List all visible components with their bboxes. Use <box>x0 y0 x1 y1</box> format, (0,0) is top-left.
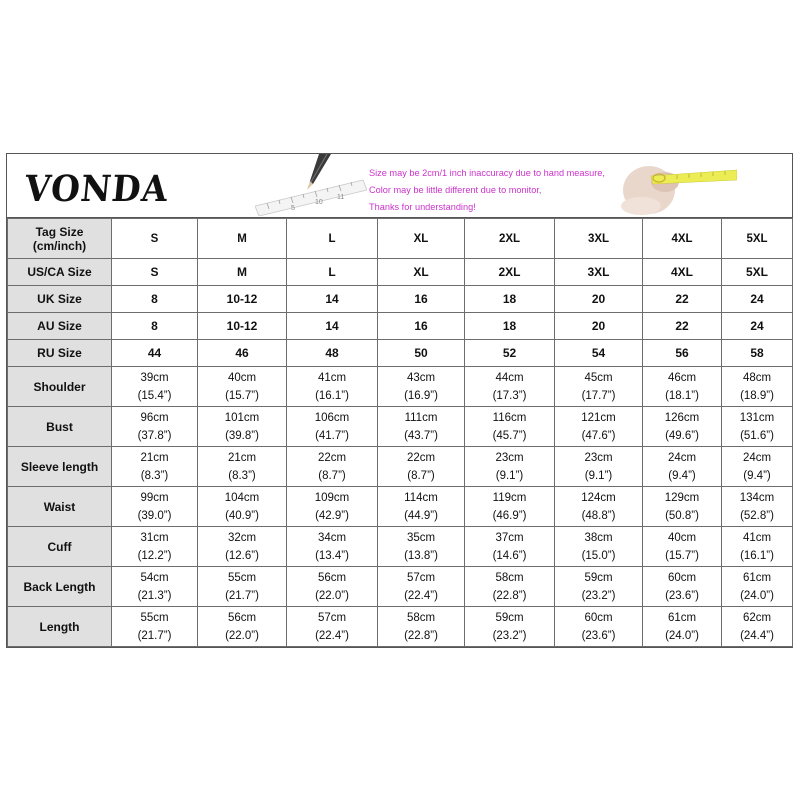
size-cell: 48 <box>287 340 378 367</box>
inch-value: (14.6”) <box>492 549 527 562</box>
size-cell: 54 <box>555 340 643 367</box>
inch-value: (39.0”) <box>137 509 172 522</box>
measurement-cell <box>555 407 643 447</box>
measurement-cell <box>198 407 287 447</box>
cm-value: 126cm <box>664 411 700 424</box>
size-header-cell: 3XL <box>555 219 643 259</box>
measurement-cell <box>555 567 643 607</box>
measurement-cell <box>378 367 465 407</box>
size-header-cell: L <box>287 219 378 259</box>
note-line: Size may be 2cm/1 inch inaccuracy due to hand measure, <box>369 168 605 178</box>
measurement-cell <box>643 487 722 527</box>
inch-value: (42.9”) <box>315 509 349 522</box>
measurement-cell <box>112 487 198 527</box>
inch-value: (16.1”) <box>315 389 349 402</box>
inch-value: (40.9”) <box>225 509 259 522</box>
size-cell: 46 <box>198 340 287 367</box>
size-header-cell: XL <box>378 219 465 259</box>
cm-value: 55cm <box>227 571 257 584</box>
inch-value: (17.3”) <box>492 389 527 402</box>
measurement-cell <box>722 407 793 447</box>
inch-value: (15.7”) <box>225 389 259 402</box>
measurement-cell <box>198 487 287 527</box>
inch-value: (9.1”) <box>495 469 524 482</box>
measurement-cell <box>287 527 378 567</box>
inch-value: (23.6”) <box>581 629 616 642</box>
inch-value: (16.1”) <box>740 549 774 562</box>
measurement-cell <box>287 567 378 607</box>
inch-value: (13.4”) <box>315 549 349 562</box>
measurement-cell <box>465 447 555 487</box>
size-header-cell: 4XL <box>643 219 722 259</box>
measurement-cell <box>555 487 643 527</box>
measurement-cell <box>643 367 722 407</box>
row-label: Cuff <box>8 527 112 567</box>
cm-value: 134cm <box>739 491 775 504</box>
measurement-cell <box>643 607 722 647</box>
measurement-cell <box>555 447 643 487</box>
measurement-cell <box>198 527 287 567</box>
row-label: Sleeve length <box>8 447 112 487</box>
cm-value: 41cm <box>317 371 347 384</box>
size-row <box>8 340 793 367</box>
measurement-cell <box>112 447 198 487</box>
cm-value: 96cm <box>140 411 169 424</box>
cm-value: 57cm <box>406 571 436 584</box>
measurement-row <box>8 487 793 527</box>
measurement-cell <box>198 367 287 407</box>
size-cell: 10-12 <box>198 286 287 313</box>
measurement-cell <box>198 567 287 607</box>
size-cell: XL <box>378 259 465 286</box>
measurement-cell <box>465 607 555 647</box>
cm-value: 59cm <box>495 611 524 624</box>
cm-value: 58cm <box>406 611 436 624</box>
cm-value: 60cm <box>667 571 697 584</box>
row-label: Shoulder <box>8 367 112 407</box>
measurement-cell <box>465 407 555 447</box>
size-cell: 18 <box>465 286 555 313</box>
row-label: US/CA Size <box>8 259 112 286</box>
size-cell: 16 <box>378 313 465 340</box>
cm-value: 32cm <box>227 531 257 544</box>
cm-value: 24cm <box>667 451 697 464</box>
cm-value: 21cm <box>140 451 169 464</box>
brand-logo: VONDA <box>22 168 171 210</box>
size-cell: 10-12 <box>198 313 287 340</box>
measurement-cell <box>378 407 465 447</box>
measurement-cell <box>722 367 793 407</box>
cm-value: 119cm <box>492 491 527 504</box>
row-label <box>8 219 112 259</box>
inch-value: (43.7”) <box>404 429 438 442</box>
size-cell: M <box>198 259 287 286</box>
size-cell: 24 <box>722 286 793 313</box>
size-cell: 8 <box>112 313 198 340</box>
cm-value: 23cm <box>584 451 613 464</box>
measurement-cell <box>643 567 722 607</box>
cm-value: 106cm <box>314 411 350 424</box>
inch-value: (17.7”) <box>581 389 616 402</box>
measurement-cell <box>198 447 287 487</box>
size-header-cell: 5XL <box>722 219 793 259</box>
size-cell: 16 <box>378 286 465 313</box>
cm-value: 24cm <box>742 451 772 464</box>
row-label: Bust <box>8 407 112 447</box>
inch-value: (44.9”) <box>404 509 438 522</box>
cm-value: 57cm <box>317 611 347 624</box>
inch-value: (23.2”) <box>581 589 616 602</box>
inch-value: (16.9”) <box>404 389 438 402</box>
cm-value: 131cm <box>739 411 775 424</box>
measurement-cell <box>722 527 793 567</box>
size-row <box>8 313 793 340</box>
size-cell: 20 <box>555 286 643 313</box>
inch-value: (23.6”) <box>665 589 699 602</box>
measurement-cell <box>112 527 198 567</box>
measurement-cell <box>722 447 793 487</box>
measurement-cell <box>378 607 465 647</box>
inch-value: (8.7”) <box>407 469 435 482</box>
measurement-row <box>8 447 793 487</box>
measurement-cell <box>465 567 555 607</box>
inch-value: (15.0”) <box>581 549 616 562</box>
measurement-cell <box>465 527 555 567</box>
measurement-cell <box>287 367 378 407</box>
size-header-cell: M <box>198 219 287 259</box>
measurement-cell <box>287 447 378 487</box>
cm-value: 62cm <box>742 611 772 624</box>
header-row <box>8 219 793 259</box>
cm-value: 44cm <box>495 371 524 384</box>
inch-value: (47.6”) <box>581 429 616 442</box>
cm-value: 38cm <box>584 531 613 544</box>
measurement-row <box>8 367 793 407</box>
inch-value: (50.8”) <box>665 509 699 522</box>
inch-value: (18.1”) <box>665 389 699 402</box>
cm-value: 40cm <box>667 531 697 544</box>
cm-value: 31cm <box>140 531 169 544</box>
size-row <box>8 259 793 286</box>
cm-value: 129cm <box>664 491 700 504</box>
size-cell: 24 <box>722 313 793 340</box>
inch-value: (45.7”) <box>492 429 527 442</box>
inch-value: (21.3”) <box>137 589 172 602</box>
note-line: Color may be little different due to monitor, <box>369 185 542 195</box>
inch-value: (12.6”) <box>225 549 259 562</box>
cm-value: 22cm <box>317 451 347 464</box>
cm-value: 101cm <box>224 411 260 424</box>
pen-and-ruler-icon <box>255 154 367 216</box>
measurement-cell <box>722 607 793 647</box>
inch-value: (21.7”) <box>225 589 259 602</box>
measurement-cell <box>643 447 722 487</box>
cm-value: 56cm <box>317 571 347 584</box>
cm-value: 56cm <box>227 611 257 624</box>
inch-value: (46.9”) <box>492 509 527 522</box>
ruler-mark-2: 10 <box>315 199 323 206</box>
size-cell: 52 <box>465 340 555 367</box>
size-header-cell: 2XL <box>465 219 555 259</box>
measurement-cell <box>555 527 643 567</box>
brand-banner <box>7 154 792 218</box>
cm-value: 104cm <box>224 491 260 504</box>
measurement-row <box>8 567 793 607</box>
inch-value: (24.0”) <box>665 629 699 642</box>
inch-value: (37.8”) <box>137 429 172 442</box>
inch-value: (13.8”) <box>404 549 438 562</box>
cm-value: 40cm <box>227 371 257 384</box>
cm-value: 109cm <box>314 491 350 504</box>
measurement-cell <box>643 407 722 447</box>
cm-value: 21cm <box>227 451 257 464</box>
measurement-cell <box>112 607 198 647</box>
inch-value: (49.6”) <box>665 429 699 442</box>
row-label: AU Size <box>8 313 112 340</box>
size-table <box>7 218 793 647</box>
cm-value: 61cm <box>742 571 772 584</box>
cm-value: 34cm <box>317 531 347 544</box>
inch-value: (9.4”) <box>743 469 771 482</box>
cm-value: 111cm <box>404 411 438 424</box>
measurement-cell <box>555 607 643 647</box>
size-cell: 8 <box>112 286 198 313</box>
cm-value: 121cm <box>581 411 616 424</box>
ruler-mark-1: 5 <box>291 205 295 212</box>
inch-value: (22.0”) <box>315 589 349 602</box>
measurement-cell <box>555 367 643 407</box>
row-label: UK Size <box>8 286 112 313</box>
cm-value: 58cm <box>495 571 524 584</box>
inch-value: (22.4”) <box>315 629 349 642</box>
size-cell: 20 <box>555 313 643 340</box>
size-cell: 44 <box>112 340 198 367</box>
size-cell: 2XL <box>465 259 555 286</box>
measurement-cell <box>643 527 722 567</box>
cm-value: 43cm <box>406 371 436 384</box>
inch-value: (24.4”) <box>740 629 774 642</box>
cm-value: 45cm <box>584 371 613 384</box>
size-cell: 50 <box>378 340 465 367</box>
cm-value: 37cm <box>495 531 524 544</box>
measurement-cell <box>465 367 555 407</box>
measurement-cell <box>112 567 198 607</box>
size-cell: L <box>287 259 378 286</box>
tag-size-label: Tag Size (cm/inch) <box>32 224 87 253</box>
measurement-cell <box>112 367 198 407</box>
measurement-cell <box>287 487 378 527</box>
measurement-row <box>8 407 793 447</box>
size-cell: 56 <box>643 340 722 367</box>
cm-value: 116cm <box>492 411 527 424</box>
cm-value: 48cm <box>742 371 772 384</box>
inch-value: (22.8”) <box>492 589 527 602</box>
inch-value: (22.8”) <box>404 629 438 642</box>
measuring-tape-hand-icon <box>619 158 737 216</box>
measurement-cell <box>722 487 793 527</box>
measurement-cell <box>198 607 287 647</box>
inch-value: (24.0”) <box>740 589 774 602</box>
inch-value: (9.1”) <box>584 469 613 482</box>
inch-value: (23.2”) <box>492 629 527 642</box>
measurement-cell <box>465 487 555 527</box>
measurement-cell <box>287 407 378 447</box>
inch-value: (41.7”) <box>315 429 349 442</box>
cm-value: 55cm <box>140 611 169 624</box>
measurement-cell <box>112 407 198 447</box>
inch-value: (8.7”) <box>318 469 346 482</box>
cm-value: 54cm <box>140 571 169 584</box>
measurement-notes <box>369 165 605 216</box>
size-cell: 5XL <box>722 259 793 286</box>
inch-value: (18.9”) <box>740 389 774 402</box>
inch-value: (8.3”) <box>140 469 169 482</box>
inch-value: (51.6”) <box>740 429 774 442</box>
cm-value: 124cm <box>581 491 616 504</box>
cm-value: 39cm <box>140 371 169 384</box>
size-cell: S <box>112 259 198 286</box>
inch-value: (21.7”) <box>137 629 172 642</box>
row-label: RU Size <box>8 340 112 367</box>
size-header-cell: S <box>112 219 198 259</box>
size-chart <box>6 153 793 648</box>
cm-value: 61cm <box>667 611 697 624</box>
inch-value: (39.8”) <box>225 429 259 442</box>
inch-value: (8.3”) <box>228 469 256 482</box>
inch-value: (12.2”) <box>137 549 172 562</box>
ruler-mark-3: 11 <box>337 194 345 201</box>
measurement-cell <box>287 607 378 647</box>
measurement-row <box>8 527 793 567</box>
cm-value: 22cm <box>406 451 436 464</box>
size-cell: 14 <box>287 286 378 313</box>
cm-value: 23cm <box>495 451 524 464</box>
size-cell: 18 <box>465 313 555 340</box>
measurement-row <box>8 607 793 647</box>
size-cell: 4XL <box>643 259 722 286</box>
size-row <box>8 286 793 313</box>
cm-value: 59cm <box>584 571 613 584</box>
measurement-cell <box>378 487 465 527</box>
measurement-cell <box>378 447 465 487</box>
measurement-cell <box>378 567 465 607</box>
cm-value: 46cm <box>667 371 697 384</box>
cm-value: 60cm <box>584 611 613 624</box>
size-cell: 3XL <box>555 259 643 286</box>
note-line: Thanks for understanding! <box>369 202 476 212</box>
inch-value: (48.8”) <box>581 509 616 522</box>
inch-value: (15.4”) <box>137 389 172 402</box>
cm-value: 41cm <box>742 531 772 544</box>
inch-value: (22.4”) <box>404 589 438 602</box>
row-label: Waist <box>8 487 112 527</box>
row-label: Back Length <box>8 567 112 607</box>
size-cell: 22 <box>643 313 722 340</box>
cm-value: 35cm <box>406 531 436 544</box>
row-label: Length <box>8 607 112 647</box>
inch-value: (9.4”) <box>668 469 696 482</box>
inch-value: (52.8”) <box>740 509 774 522</box>
inch-value: (15.7”) <box>665 549 699 562</box>
inch-value: (22.0”) <box>225 629 259 642</box>
size-cell: 22 <box>643 286 722 313</box>
cm-value: 114cm <box>404 491 438 504</box>
measurement-cell <box>378 527 465 567</box>
cm-value: 99cm <box>140 491 169 504</box>
size-cell: 14 <box>287 313 378 340</box>
measurement-cell <box>722 567 793 607</box>
size-cell: 58 <box>722 340 793 367</box>
